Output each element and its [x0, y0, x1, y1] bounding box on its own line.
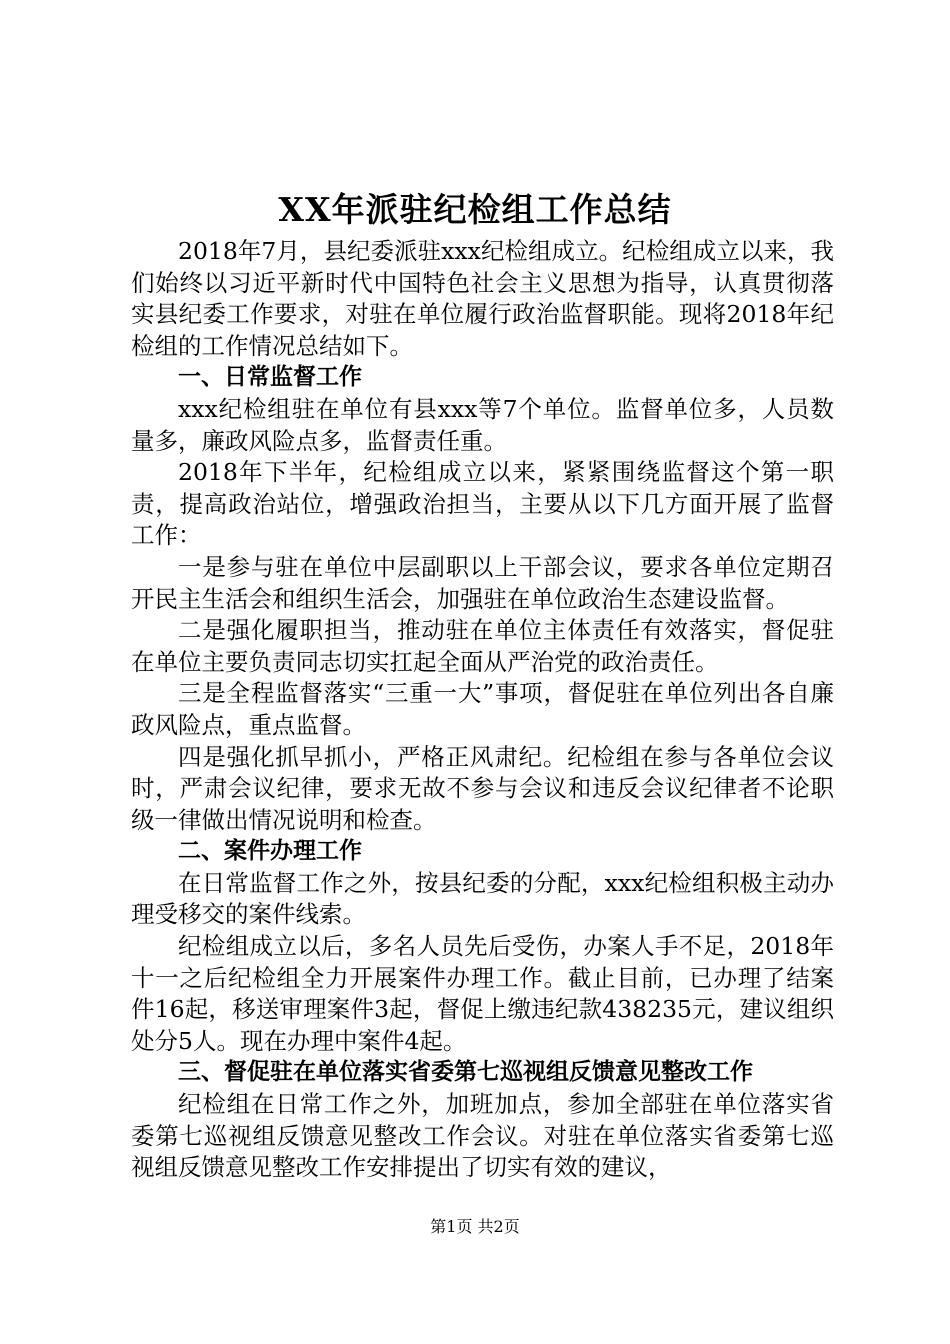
body-paragraph: 在日常监督工作之外，按县纪委的分配，xxx纪检组积极主动办理受移交的案件线索。 [131, 868, 834, 929]
body-paragraph: 三是全程监督落实“三重一大”事项，督促驻在单位列出各自廉政风险点，重点监督。 [131, 679, 834, 739]
document-body [131, 236, 834, 1184]
body-paragraph: 二是强化履职担当，推动驻在单位主体责任有效落实，督促驻在单位主要负责同志切实扛起全面从严治党的政治责任。 [131, 616, 834, 676]
body-paragraph: 纪检组成立以后，多名人员先后受伤，办案人手不足，2018年十一之后纪检组全力开展案件办理工作。截止目前，已办理了结案件16起，移送审理案件3起，督促上缴违纪款438235元，建议组织处分5人。现在办理中案件4起。 [131, 932, 834, 1055]
section-heading-case-handling: 二、案件办理工作 [178, 838, 362, 865]
page-footer: 第1页 共2页 [430, 1217, 520, 1236]
section-heading-daily-supervision: 一、日常监督工作 [178, 364, 362, 391]
body-paragraph: 2018年下半年，纪检组成立以来，紧紧围绕监督这个第一职责，提高政治站位，增强政治担当，主要从以下几方面开展了监督工作： [131, 458, 834, 550]
document-title: XX年派驻纪检组工作总结 [278, 190, 672, 229]
section-heading-rectification: 三、督促驻在单位落实省委第七巡视组反馈意见整改工作 [178, 1059, 753, 1086]
body-paragraph: 一是参与驻在单位中层副职以上干部会议，要求各单位定期召开民主生活会和组织生活会，加强驻在单位政治生态建设监督。 [131, 552, 834, 613]
intro-paragraph: 2018年7月，县纪委派驻xxx纪检组成立。纪检组成立以来，我们始终以习近平新时代中国特色社会主义思想为指导，认真贯彻落实县纪委工作要求，对驻在单位履行政治监督职能。现将2018年纪检组的工作情况总结如下。 [131, 237, 834, 360]
body-paragraph: 纪检组在日常工作之外，加班加点，参加全部驻在单位落实省委第七巡视组反馈意见整改工作会议。对驻在单位落实省委第七巡视组反馈意见整改工作安排提出了切实有效的建议， [131, 1090, 834, 1182]
body-paragraph: xxx纪检组驻在单位有县xxx等7个单位。监督单位多，人员数量多，廉政风险点多，监督责任重。 [131, 394, 834, 455]
body-paragraph: 四是强化抓早抓小，严格正风肃纪。纪检组在参与各单位会议时，严肃会议纪律，要求无故不参与会议和违反会议纪律者不论职级一律做出情况说明和检查。 [131, 742, 834, 834]
